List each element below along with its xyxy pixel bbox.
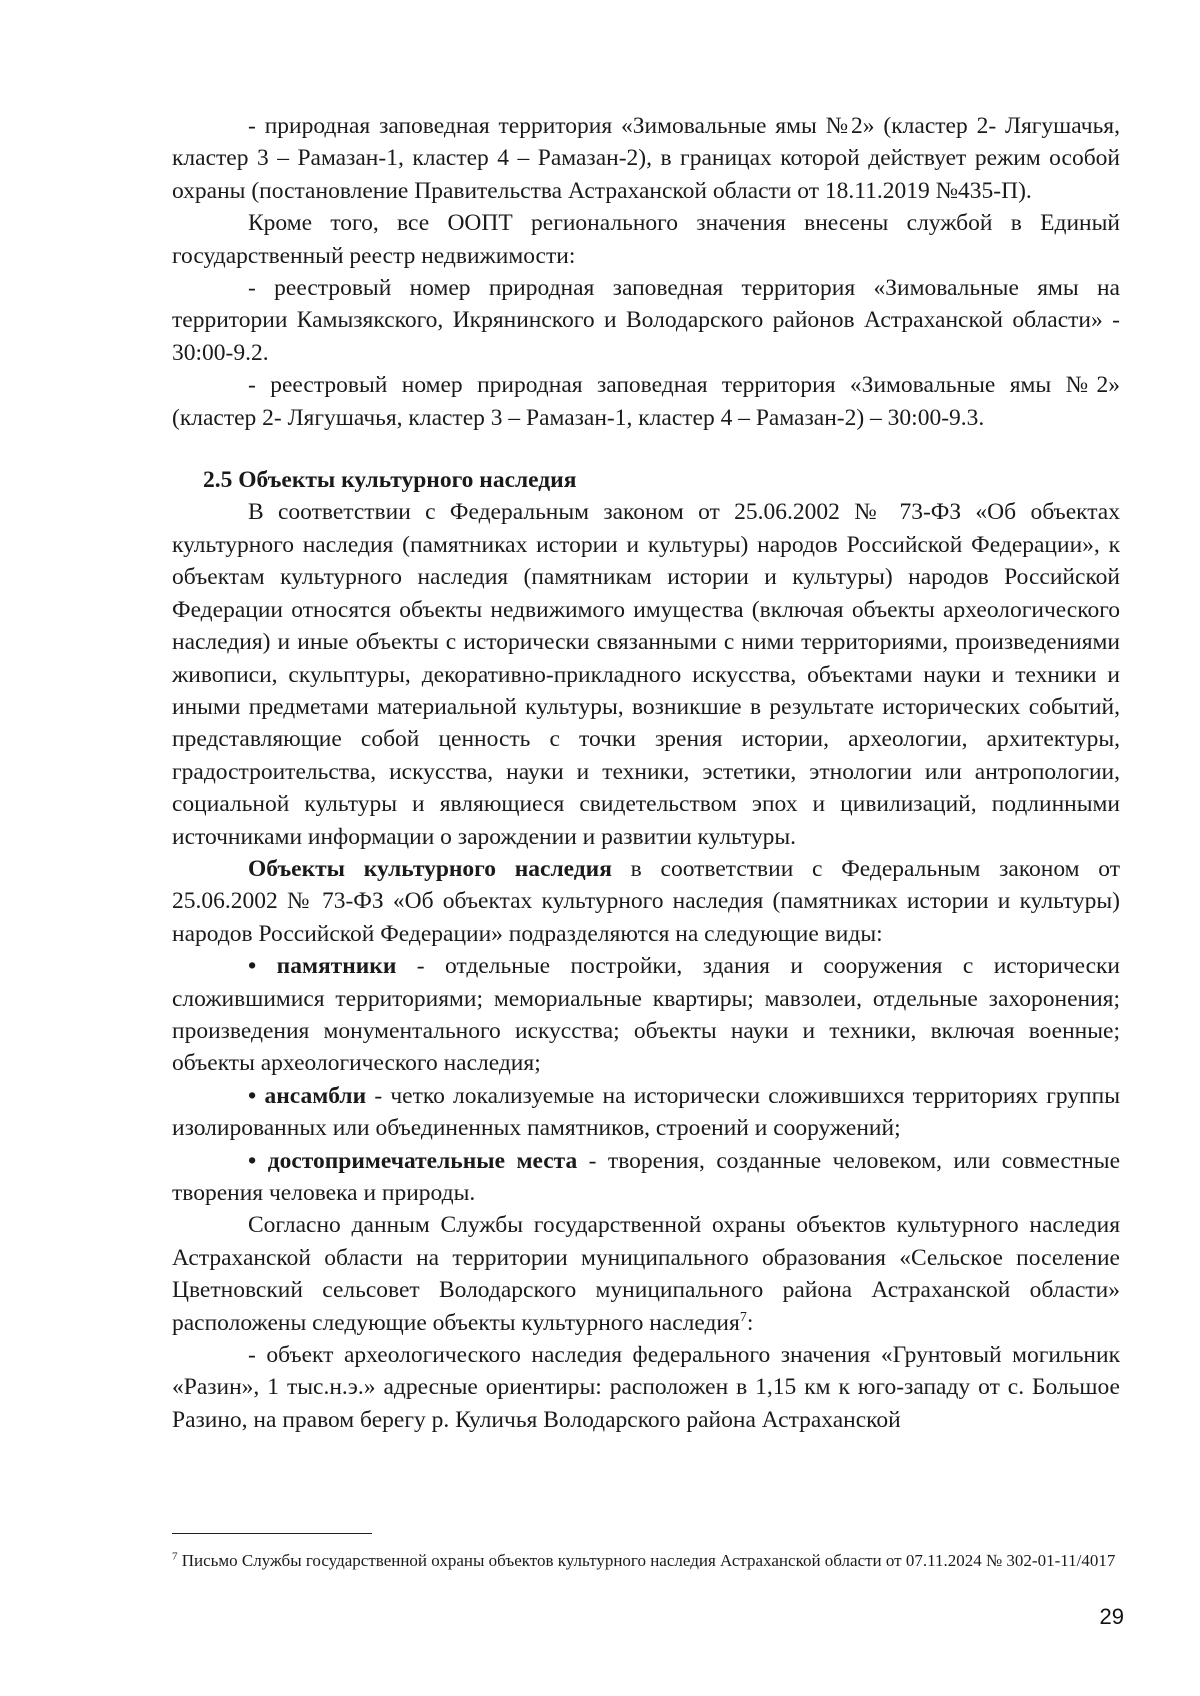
- paragraph-registry-item-2: - реестровый номер природная заповедная территория «Зимовальные ямы №2» (кластер 2- Лягушачья, кластер 3 – Рамазан-1, кластер 4 – Рамазан-2) – 30:00-9.3.: [172, 372, 1120, 431]
- paragraph-zone-2: - природная заповедная территория «Зимовальные ямы №2» (кластер 2- Лягушачья, кластер 3 – Рамазан-1, кластер 4 – Рамазан-2), в границах которой действует режим особой охраны (постановление Правительства Астраханской области от 18.11.2019 №435-П).: [172, 113, 1120, 204]
- footnote-number: 7: [172, 1550, 178, 1563]
- body-text: [172, 110, 1120, 1436]
- types-text: в соответствии с Федеральным законом от 25.06.2002 № 73-ФЗ «Об объектах культурного наследия (памятниках истории и культуры) народов Российской Федерации» подразделяются на следующие виды:: [172, 855, 1120, 947]
- bullet-term: достопримечательные места: [267, 1147, 578, 1174]
- paragraph-archaeological-object: - объект археологического наследия федерального значения «Грунтовый могильник «Разин», 1 тыс.н.э.» адресные ориентиры: расположен в 1,15 км к юго-западу от с. Большое Разино, на правом берегу р. Куличья Володарского района Астраханской: [172, 1342, 1120, 1433]
- bullet-text: - отдельные постройки, здания и сооружения с исторически сложившимися территориями; мемориальные квартиры; мавзолеи, отдельные захоронения; произведения монументального искусства; объекты науки и техники, включая военные; объекты археологического наследия;: [172, 953, 1121, 1077]
- types-term: Объекты культурного наследия: [248, 855, 612, 882]
- footnote: [172, 1549, 1120, 1572]
- bullet-icon: •: [248, 1082, 257, 1109]
- bullet-item-ensembles: [172, 1080, 1120, 1145]
- bullet-term: памятники: [276, 953, 397, 980]
- paragraph-law-definition: В соответствии с Федеральным законом от 25.06.2002 № 73-ФЗ «Об объектах культурного наследия (памятниках истории и культуры) народов Российской Федерации», к объектам культурного наследия (памятникам истории и культуры) народов Российской Федерации относятся объекты недвижимого имущества (включая объекты археологического наследия) и иные объекты с исторически связанными с ними территориями, произведениями живописи, скульптуры, декоративно-прикладного искусства, объектами науки и техники и иными предметами материальной культуры, возникшие в результате исторических событий, представляющие собой ценность с точки зрения истории, археологии, архитектуры, градостроительства, искусства, науки и техники, эстетики, этнологии или антропологии, социальной культуры и являющиеся свидетельством эпох и цивилизаций, подлинными источниками информации о зарождении и развитии культуры.: [172, 499, 1120, 850]
- page-number: 29: [1099, 1604, 1124, 1629]
- bullet-icon: •: [248, 953, 257, 980]
- footnote-text: Письмо Службы государственной охраны объектов культурного наследия Астраханской области от 07.11.2024 № 302-01-11/4017: [177, 1551, 1116, 1570]
- paragraph-registry-item-1: - реестровый номер природная заповедная территория «Зимовальные ямы на территории Камызякского, Икрянинского и Володарского районов Астраханской области» - 30:00-9.2.: [172, 275, 1120, 366]
- footnote-reference[interactable]: 7: [739, 1309, 747, 1325]
- service-data-text: Согласно данным Службы государственной охраны объектов культурного наследия Астраханской области на территории муниципального образования «Сельское поселение Цветновский сельсовет Володарского муниципального района Астраханской области» расположены следующие объекты культурного наследия: [172, 1212, 1120, 1336]
- bullet-text: - творения, созданные человеком, или совместные творения человека и природы.: [172, 1147, 1120, 1206]
- service-data-end: :: [746, 1309, 754, 1336]
- bullet-text: - четко локализуемые на исторически сложившихся территориях группы изолированных или объединенных памятников, строений и сооружений;: [172, 1082, 1121, 1142]
- bullet-icon: •: [248, 1147, 257, 1174]
- bullet-item-monuments: [172, 950, 1120, 1080]
- section-heading: 2.5 Объекты культурного наследия: [203, 467, 577, 494]
- footnote-divider: [172, 1533, 372, 1534]
- paragraph-registry-intro: Кроме того, все ООПТ регионального значения внесены службой в Единый государственный реестр недвижимости:: [172, 210, 1120, 269]
- bullet-item-places: [172, 1145, 1120, 1210]
- paragraph-service-data: [172, 1209, 1120, 1339]
- paragraph-types-intro: [172, 853, 1120, 950]
- bullet-term: ансамбли: [264, 1082, 367, 1109]
